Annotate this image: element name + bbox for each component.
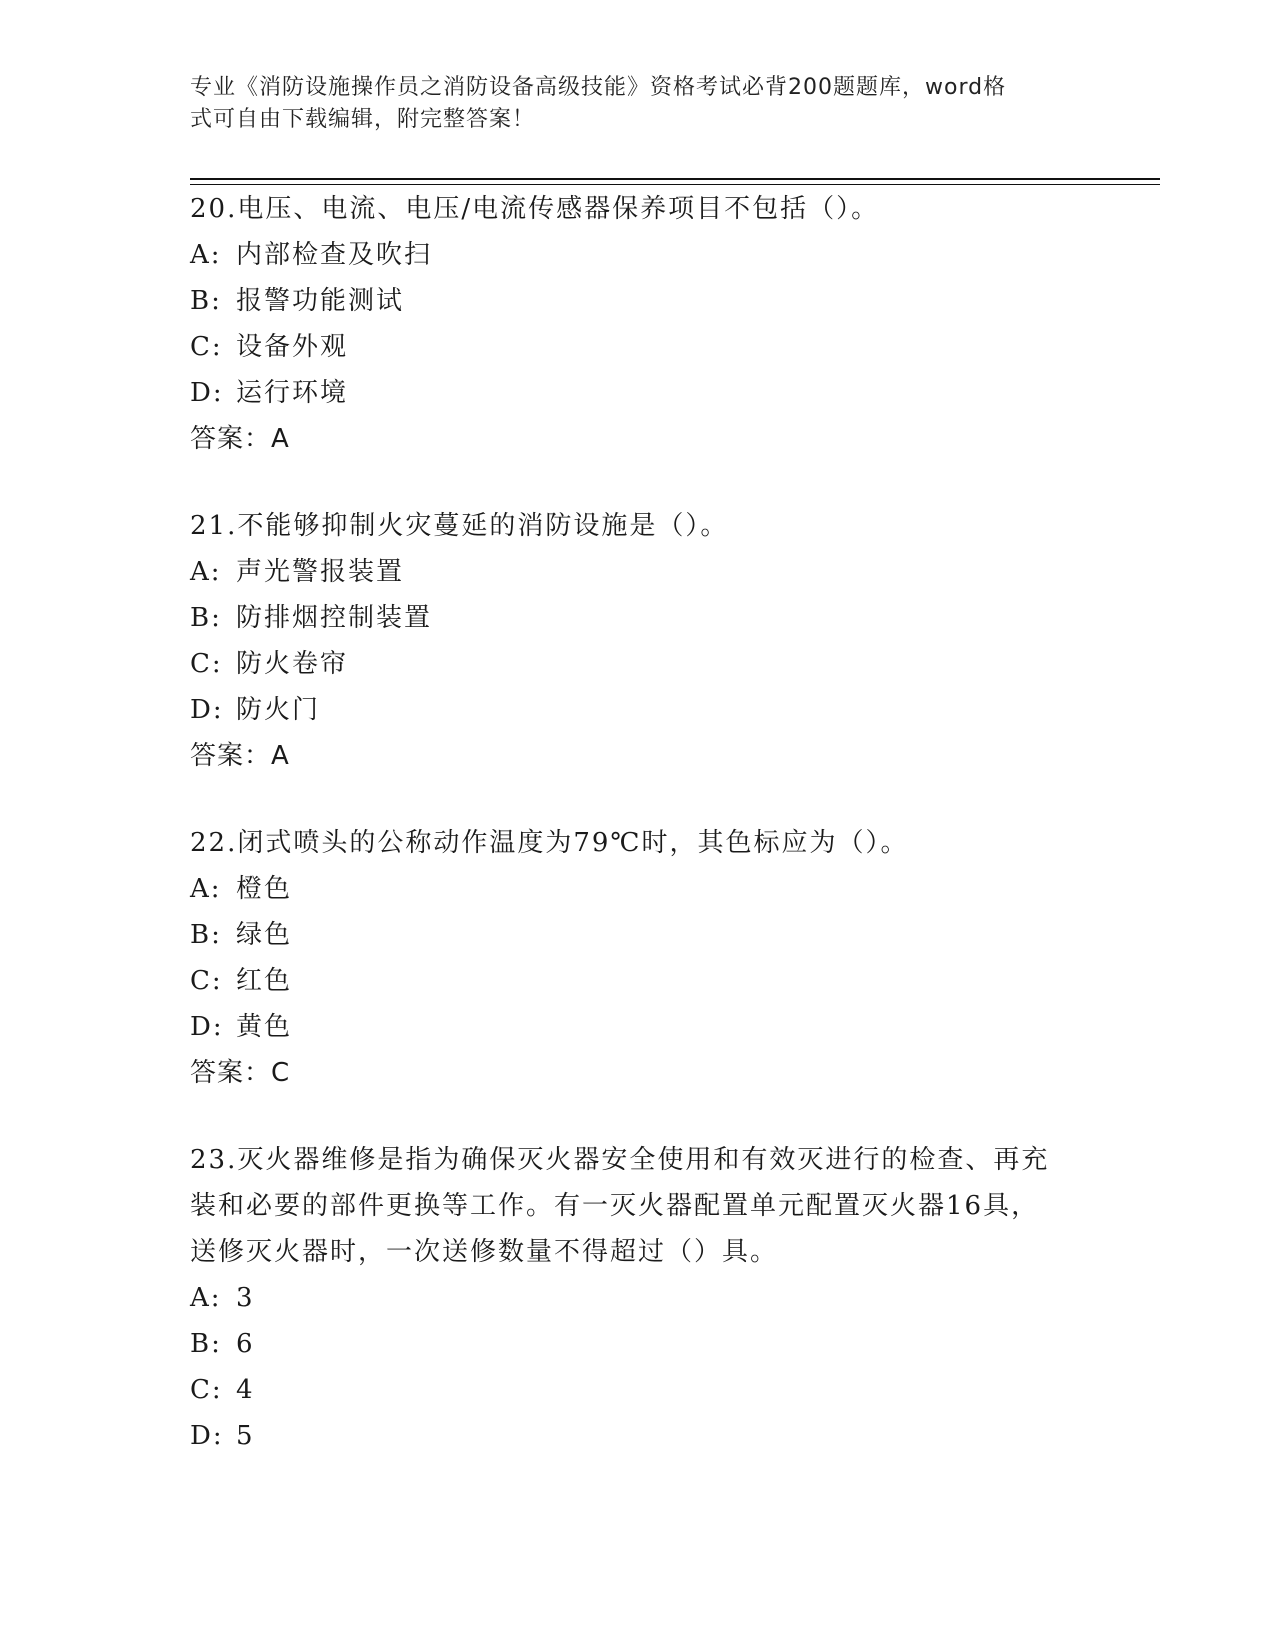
answer-label: 答案：A xyxy=(190,424,290,454)
option-key: B: xyxy=(190,920,222,950)
question-23 xyxy=(190,1137,1090,1459)
question-22 xyxy=(190,820,1090,1096)
question-stem-line-2: 装和必要的部件更换等工作。有一灭火器配置单元配置灭火器16具， xyxy=(190,1191,1040,1221)
option-b xyxy=(190,1321,1090,1367)
option-text: 红色 xyxy=(236,966,293,996)
option-a xyxy=(190,1275,1090,1321)
option-c xyxy=(190,958,1090,1004)
answer-label: 答案：A xyxy=(190,741,290,771)
option-key: D: xyxy=(190,695,224,725)
option-key: A: xyxy=(190,557,222,587)
question-stem: 22.闭式喷头的公称动作温度为79℃时，其色标应为（）。 xyxy=(190,828,909,858)
option-c xyxy=(190,1367,1090,1413)
option-b xyxy=(190,595,1090,641)
option-c xyxy=(190,641,1090,687)
option-b xyxy=(190,912,1090,958)
option-key: B: xyxy=(190,603,222,633)
question-stem: 20.电压、电流、电压/电流传感器保养项目不包括（）。 xyxy=(190,194,880,224)
option-b xyxy=(190,278,1090,324)
option-key: A: xyxy=(190,1283,222,1313)
option-c xyxy=(190,324,1090,370)
question-20 xyxy=(190,186,1090,462)
question-stem-line-3: 送修灭火器时，一次送修数量不得超过（）具。 xyxy=(190,1237,779,1267)
option-text: 橙色 xyxy=(236,874,293,904)
option-d xyxy=(190,370,1090,416)
header-divider-thick xyxy=(190,178,1160,180)
option-text: 声光警报装置 xyxy=(236,557,405,587)
option-text: 报警功能测试 xyxy=(236,286,405,316)
option-text: 设备外观 xyxy=(236,332,349,362)
option-text: 防火门 xyxy=(236,695,321,725)
option-text: 3 xyxy=(236,1283,255,1313)
option-text: 6 xyxy=(236,1329,255,1359)
question-stem: 21.不能够抑制火灾蔓延的消防设施是（）。 xyxy=(190,511,729,541)
option-text: 黄色 xyxy=(236,1012,293,1042)
option-key: D: xyxy=(190,1421,224,1451)
option-text: 防火卷帘 xyxy=(236,649,349,679)
option-text: 绿色 xyxy=(236,920,293,950)
option-key: B: xyxy=(190,286,222,316)
option-d xyxy=(190,1004,1090,1050)
question-21 xyxy=(190,503,1090,779)
option-text: 4 xyxy=(236,1375,255,1405)
option-text: 5 xyxy=(236,1421,255,1451)
option-key: D: xyxy=(190,1012,224,1042)
question-stem-line-1: 23.灭火器维修是指为确保灭火器安全使用和有效灭进行的检查、再充 xyxy=(190,1145,1050,1175)
option-a xyxy=(190,232,1090,278)
option-key: A: xyxy=(190,874,222,904)
header-line-2: 式可自由下载编辑，附完整答案！ xyxy=(190,107,536,132)
header-divider-thin xyxy=(190,184,1160,185)
option-key: B: xyxy=(190,1329,222,1359)
answer-label: 答案：C xyxy=(190,1058,291,1088)
option-a xyxy=(190,866,1090,912)
option-key: A: xyxy=(190,240,222,270)
option-text: 运行环境 xyxy=(236,378,349,408)
option-d xyxy=(190,687,1090,733)
document-header xyxy=(190,72,1070,136)
option-a xyxy=(190,549,1090,595)
option-key: D: xyxy=(190,378,224,408)
option-key: C: xyxy=(190,649,223,679)
option-text: 内部检查及吹扫 xyxy=(236,240,433,270)
option-key: C: xyxy=(190,332,223,362)
header-line-1: 专业《消防设施操作员之消防设备高级技能》资格考试必背200题题库，word格 xyxy=(190,75,1007,100)
option-d xyxy=(190,1413,1090,1459)
option-key: C: xyxy=(190,966,223,996)
option-text: 防排烟控制装置 xyxy=(236,603,433,633)
option-key: C: xyxy=(190,1375,223,1405)
